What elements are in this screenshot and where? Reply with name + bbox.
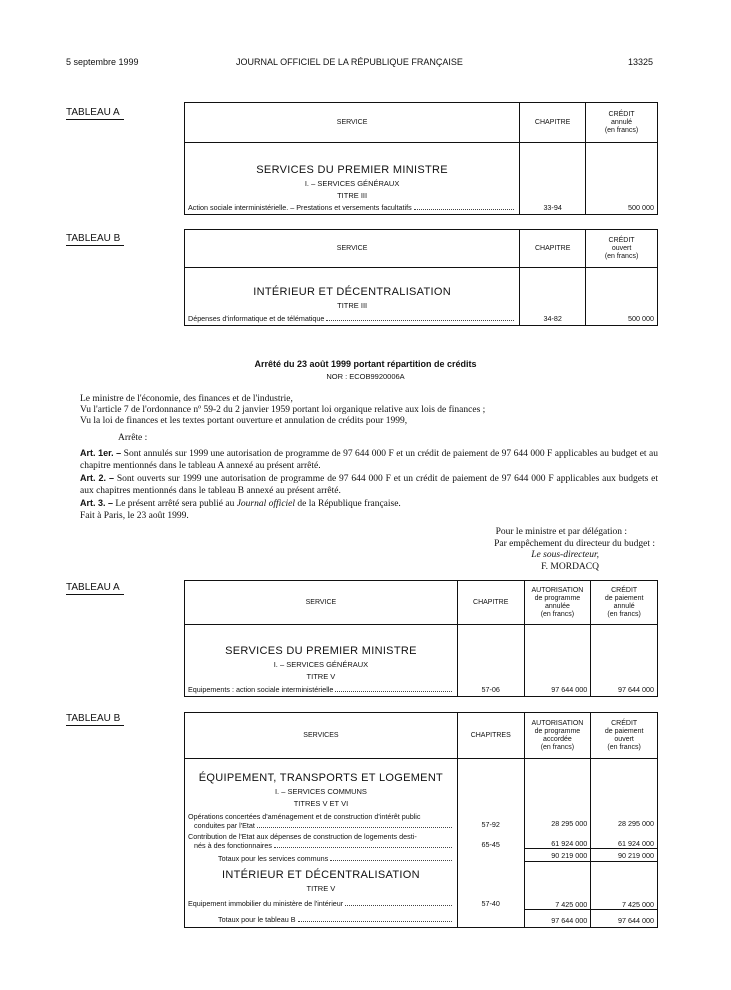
sig-line4: F. MORDACQ bbox=[541, 561, 599, 572]
table4-titre2: TITRE V bbox=[306, 884, 336, 893]
table4-col-ap: AUTORISATION de programme accordée (en francs) bbox=[524, 713, 591, 759]
table4-total1-label: Totaux pour les services communs bbox=[218, 854, 329, 863]
table4-row1 bbox=[188, 812, 454, 830]
decree-p3: Vu la loi de finances et les textes portant ouverture et annulation de crédits pour 1999, bbox=[80, 416, 408, 426]
table4-row3-chapitre: 57-40 bbox=[457, 863, 524, 928]
table4-row3-cp: 7 425 000 bbox=[591, 900, 657, 910]
table1-line: Action sociale interministérielle. – Prestations et versements facultatifs bbox=[188, 203, 412, 212]
table3 bbox=[184, 580, 658, 697]
table2-titre: TITRE III bbox=[337, 301, 368, 310]
art3-label: Art. 3. – bbox=[80, 498, 114, 508]
table3-titre: TITRE V bbox=[306, 672, 336, 681]
decree-fait: Fait à Paris, le 23 août 1999. bbox=[80, 511, 189, 521]
decree-p1: Le ministre de l'économie, des finances et de l'industrie, bbox=[80, 394, 293, 404]
table2-col-credit: CRÉDIT ouvert (en francs) bbox=[586, 230, 658, 268]
table4-label: TABLEAU B bbox=[66, 713, 124, 726]
table4-row2 bbox=[188, 832, 454, 850]
table4-row3: Equipement immobilier du ministère de l'intérieur bbox=[188, 899, 344, 908]
decree-p2: Vu l'article 7 de l'ordonnance nº 59-2 du 2 janvier 1959 portant loi organique relative aux lois de finances ; bbox=[80, 405, 486, 415]
decree-art3 bbox=[80, 498, 658, 511]
table4-total2-ap: 97 644 000 bbox=[551, 916, 588, 925]
table1-section: SERVICES DU PREMIER MINISTRE bbox=[256, 164, 448, 176]
table4-row2-cp: 61 924 000 bbox=[591, 839, 657, 849]
table3-ap: 97 644 000 bbox=[524, 625, 591, 697]
table4-titre1: TITRES V ET VI bbox=[293, 799, 349, 808]
table4-row2-chapitre: 65-45 bbox=[481, 840, 500, 849]
sig-line1: Pour le ministre et par délégation : bbox=[495, 527, 627, 537]
table4-row2-ap: 61 924 000 bbox=[525, 839, 591, 849]
table1 bbox=[184, 102, 658, 215]
table2-col-chapitre: CHAPITRE bbox=[520, 230, 586, 268]
decree-art2 bbox=[80, 473, 658, 497]
table4 bbox=[184, 712, 658, 928]
art2-label: Art. 2. – bbox=[80, 473, 115, 483]
table4-row2-a: Contribution de l'Etat aux dépenses de construction de logements desti- bbox=[188, 832, 417, 841]
table2-credit: 500 000 bbox=[586, 268, 658, 326]
art2-text: Sont ouverts sur 1999 une autorisation de programme de 97 644 000 F et un crédit de paiement de 97 644 000 F applicables aux budgets et aux chapitres mentionnés dans le tableau B annexé au présent arrêté. bbox=[80, 474, 659, 496]
decree-title: Arrêté du 23 août 1999 portant répartition de crédits bbox=[254, 359, 477, 369]
header-journal: JOURNAL OFFICIEL DE LA RÉPUBLIQUE FRANÇAISE bbox=[236, 57, 463, 67]
table4-section2: INTÉRIEUR ET DÉCENTRALISATION bbox=[222, 869, 420, 881]
header-page: 13325 bbox=[628, 57, 654, 67]
header-date: 5 septembre 1999 bbox=[66, 57, 139, 67]
table1-sub: I. – SERVICES GÉNÉRAUX bbox=[304, 179, 400, 188]
table4-row2-b: nés à des fonctionnaires bbox=[194, 841, 272, 850]
decree-nor: NOR : ECOB9920006A bbox=[326, 372, 405, 381]
table3-label: TABLEAU A bbox=[66, 582, 124, 595]
table4-sub1: I. – SERVICES COMMUNS bbox=[274, 787, 367, 796]
decree-art1 bbox=[80, 448, 658, 472]
table4-row3-ap: 7 425 000 bbox=[525, 900, 591, 910]
table1-col-chapitre: CHAPITRE bbox=[520, 103, 586, 143]
table4-row1-ap: 28 295 000 bbox=[551, 819, 588, 828]
table2-col-service: SERVICE bbox=[185, 230, 520, 268]
table3-col-service: SERVICE bbox=[185, 581, 458, 625]
table4-col-service: SERVICES bbox=[185, 713, 458, 759]
table3-section: SERVICES DU PREMIER MINISTRE bbox=[225, 645, 417, 657]
table4-total1-cp: 90 219 000 bbox=[591, 849, 657, 862]
table3-col-cp: CRÉDIT de paiement annulé (en francs) bbox=[591, 581, 658, 625]
table4-section1: ÉQUIPEMENT, TRANSPORTS ET LOGEMENT bbox=[198, 772, 444, 784]
art1-label: Art. 1er. – bbox=[80, 448, 122, 458]
sig-line3: Le sous-directeur, bbox=[531, 550, 599, 560]
table4-row1-b: conduites par l'Etat bbox=[194, 821, 255, 830]
table2-chapitre: 34-82 bbox=[520, 268, 586, 326]
table1-col-credit: CRÉDIT annulé (en francs) bbox=[586, 103, 658, 143]
art3-text-b: de la République française. bbox=[295, 499, 401, 509]
table4-row1-chapitre: 57-92 bbox=[481, 820, 500, 829]
table2-label: TABLEAU B bbox=[66, 233, 124, 246]
table4-col-cp: CRÉDIT de paiement ouvert (en francs) bbox=[591, 713, 658, 759]
decree-signature bbox=[400, 527, 655, 573]
decree-arrete: Arrête : bbox=[118, 433, 148, 443]
art1-text: Sont annulés sur 1999 une autorisation de programme de 97 644 000 F et un crédit de paiement de 97 644 000 F applicables au budget et au chapitre mentionnés dans le tableau A annexé au présent arrêté. bbox=[80, 449, 658, 471]
table1-chapitre: 33-94 bbox=[520, 143, 586, 215]
table1-titre: TITRE III bbox=[337, 191, 368, 200]
table4-row1-cp: 28 295 000 bbox=[618, 819, 654, 828]
art3-journal: Journal officiel bbox=[236, 499, 296, 509]
table1-label: TABLEAU A bbox=[66, 107, 124, 120]
table2-line: Dépenses d'informatique et de télématique bbox=[188, 314, 325, 323]
table3-col-ap: AUTORISATION de programme annulée (en francs) bbox=[524, 581, 591, 625]
table1-credit: 500 000 bbox=[586, 143, 658, 215]
table4-total2-cp: 97 644 000 bbox=[618, 916, 654, 925]
table3-line: Equipements : action sociale interministérielle bbox=[188, 685, 334, 694]
table3-cp: 97 644 000 bbox=[591, 625, 658, 697]
table3-col-chapitre: CHAPITRE bbox=[457, 581, 524, 625]
sig-line2: Par empêchement du directeur du budget : bbox=[494, 538, 655, 549]
table2 bbox=[184, 229, 658, 326]
table1-col-service: SERVICE bbox=[185, 103, 520, 143]
table3-sub: I. – SERVICES GÉNÉRAUX bbox=[273, 660, 369, 669]
table4-row1-a: Opérations concertées d'aménagement et de construction d'intérêt public bbox=[188, 812, 421, 821]
table4-total2-label: Totaux pour le tableau B bbox=[218, 915, 296, 924]
art3-text-a: Le présent arrêté sera publié au bbox=[115, 499, 237, 509]
table4-col-chapitre: CHAPITRES bbox=[457, 713, 524, 759]
table3-chapitre: 57-06 bbox=[457, 625, 524, 697]
table4-total1-ap: 90 219 000 bbox=[525, 849, 591, 862]
table2-section: INTÉRIEUR ET DÉCENTRALISATION bbox=[253, 286, 451, 298]
